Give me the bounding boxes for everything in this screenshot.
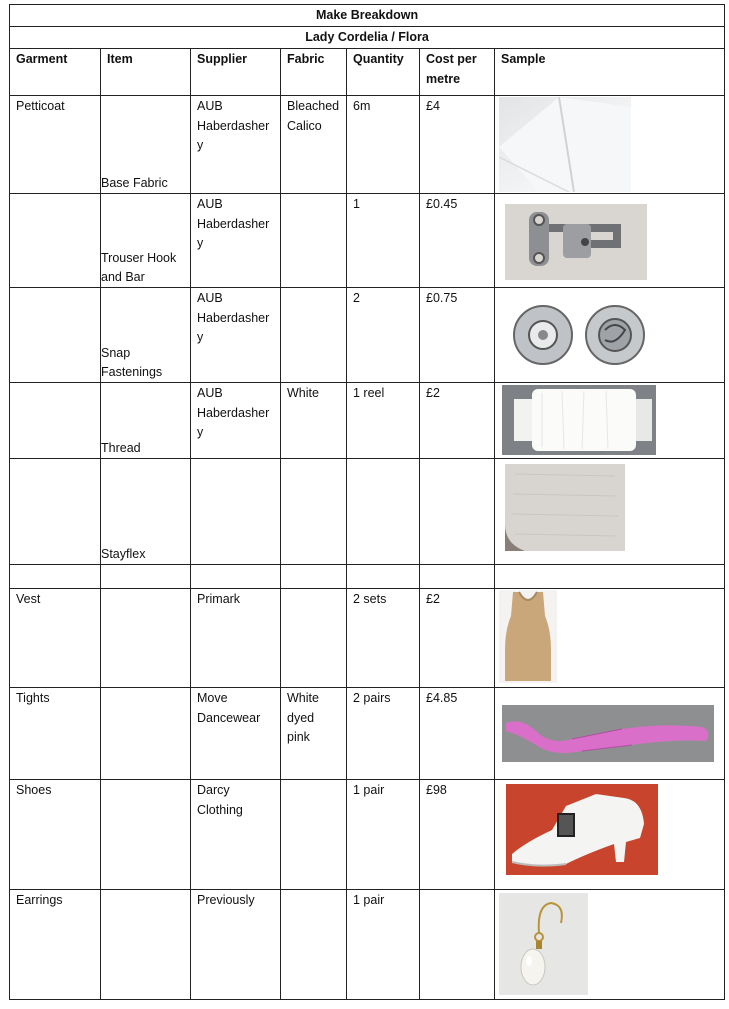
cost-cell: £0.75 [420,288,495,383]
quantity-cell [347,459,420,565]
table-row [10,589,725,688]
garment-cell: Shoes [10,780,101,890]
breakdown-table [9,4,725,1000]
supplier-cell: AUB Haberdashery [191,194,281,288]
header-sample: Sample [495,49,725,96]
item-cell [101,96,191,194]
fabric-cell [281,194,347,288]
cost-cell: £2 [420,589,495,688]
quantity-cell: 2 sets [347,589,420,688]
garment-cell [10,383,101,459]
sample-cell [495,589,725,688]
item-cell [101,688,191,780]
quantity-cell: 2 [347,288,420,383]
garment-cell: Petticoat [10,96,101,194]
sample-cell [495,688,725,780]
cost-cell [420,565,495,589]
sample-cell [495,459,725,565]
item-cell [101,383,191,459]
quantity-cell: 1 [347,194,420,288]
header-item: Item [101,49,191,96]
fabric-cell [281,459,347,565]
table-row [10,383,725,459]
header-cost: Cost per metre [420,49,495,96]
header-garment: Garment [10,49,101,96]
item-label: Snap Fastenings [101,346,163,379]
sample-cell [495,565,725,589]
cost-cell [420,459,495,565]
cost-cell: £4.85 [420,688,495,780]
table-row [10,194,725,288]
stayflex-interfacing-photo [505,464,625,551]
fabric-cell [281,288,347,383]
sample-cell [495,890,725,1000]
fabric-cell: White dyed pink [281,688,347,780]
white-buckle-shoe-photo [506,784,658,875]
cost-cell: £0.45 [420,194,495,288]
supplier-cell: AUB Haberdashery [191,96,281,194]
supplier-cell: Previously [191,890,281,1000]
table-row [10,890,725,1000]
supplier-cell: Primark [191,589,281,688]
quantity-cell: 6m [347,96,420,194]
cost-cell: £4 [420,96,495,194]
document-subtitle: Lady Cordelia / Flora [10,27,725,49]
sample-cell [495,288,725,383]
quantity-cell: 1 pair [347,890,420,1000]
supplier-cell [191,565,281,589]
supplier-cell: Darcy Clothing [191,780,281,890]
garment-cell [10,194,101,288]
garment-cell [10,288,101,383]
sample-cell [495,194,725,288]
pink-tights-photo [502,705,714,762]
sample-cell [495,383,725,459]
fabric-cell [281,589,347,688]
header-fabric: Fabric [281,49,347,96]
item-cell [101,890,191,1000]
fabric-cell [281,565,347,589]
garment-cell: Tights [10,688,101,780]
hook-and-bar-photo [505,204,647,280]
document-title: Make Breakdown [10,5,725,27]
item-cell [101,194,191,288]
table-row [10,459,725,565]
garment-cell: Vest [10,589,101,688]
cost-cell: £98 [420,780,495,890]
table-row [10,96,725,194]
fabric-cell [281,890,347,1000]
supplier-cell: AUB Haberdashery [191,288,281,383]
quantity-cell [347,565,420,589]
item-label: Thread [101,441,141,455]
table-row [10,688,725,780]
beige-vest-photo [499,590,557,683]
quantity-cell: 1 pair [347,780,420,890]
fabric-cell: White [281,383,347,459]
fabric-cell [281,780,347,890]
supplier-cell: AUB Haberdashery [191,383,281,459]
sample-cell [495,96,725,194]
item-label: Stayflex [101,547,146,561]
item-cell [101,589,191,688]
pearl-drop-earring-photo [499,893,588,995]
sample-cell [495,780,725,890]
item-label: Base Fabric [101,176,168,190]
quantity-cell: 2 pairs [347,688,420,780]
header-quantity: Quantity [347,49,420,96]
table-row [10,288,725,383]
fabric-cell: Bleached Calico [281,96,347,194]
item-label: Trouser Hook and Bar [101,251,177,284]
thread-reel-photo [502,385,656,455]
item-cell [101,459,191,565]
garment-cell: Earrings [10,890,101,1000]
snap-fastener-photo [509,302,649,368]
item-cell [101,288,191,383]
garment-cell [10,565,101,589]
table-row [10,565,725,589]
item-cell [101,565,191,589]
make-breakdown-sheet [9,4,724,1003]
header-row [10,49,725,96]
quantity-cell: 1 reel [347,383,420,459]
header-supplier: Supplier [191,49,281,96]
supplier-cell: Move Dancewear [191,688,281,780]
item-cell [101,780,191,890]
supplier-cell [191,459,281,565]
garment-cell [10,459,101,565]
white-calico-fabric-photo [499,97,631,192]
cost-cell [420,890,495,1000]
table-row [10,780,725,890]
cost-cell: £2 [420,383,495,459]
